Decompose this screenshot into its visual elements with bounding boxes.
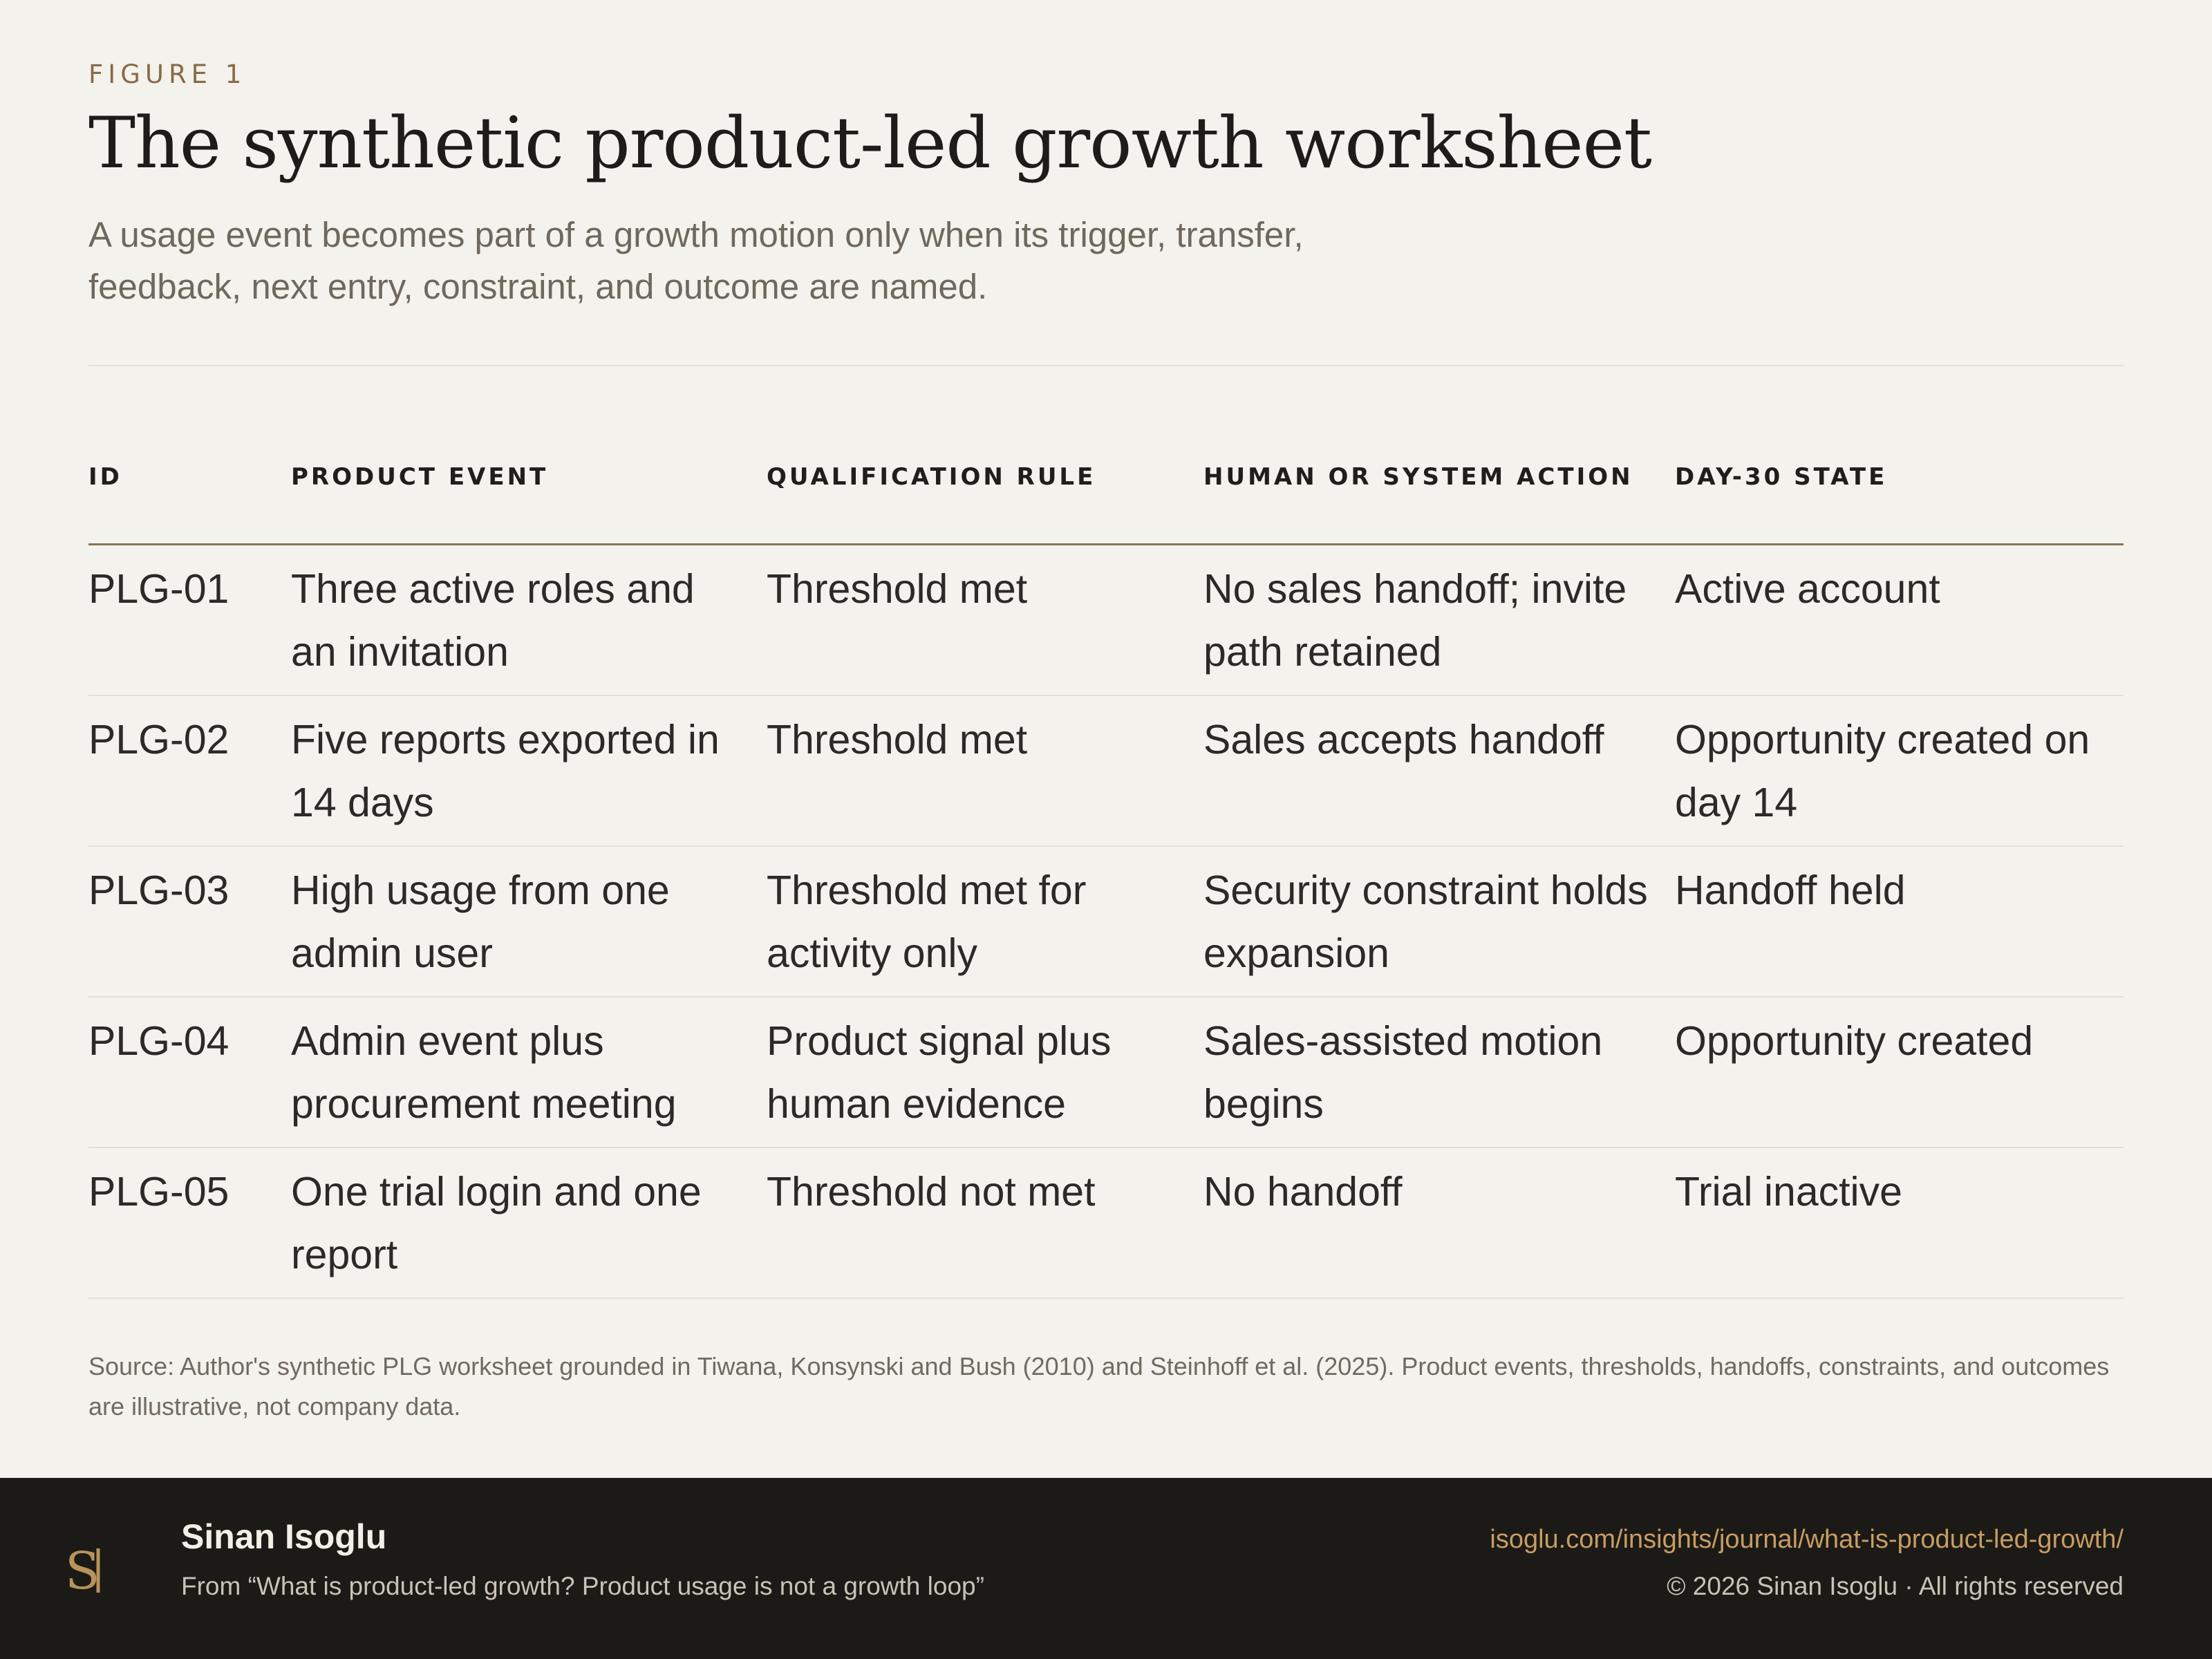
cell-day-30-state: Trial inactive [1675, 1147, 2124, 1298]
table-row [88, 545, 2124, 696]
column-header-day-30-state: DAY-30 STATE [1675, 442, 2124, 545]
article-link[interactable]: isoglu.com/insights/journal/what-is-product-led-growth/ [1490, 1525, 2124, 1554]
author-name: Sinan Isoglu [181, 1517, 387, 1556]
cell-product-event: Five reports exported in 14 days [291, 695, 767, 846]
cell-action: Sales-assisted motion begins [1203, 997, 1675, 1147]
cell-day-30-state: Opportunity created [1675, 997, 2124, 1147]
cell-qualification-rule: Threshold met for activity only [767, 846, 1203, 997]
divider [88, 365, 2124, 366]
article-reference: From “What is product-led growth? Product usage is not a growth loop” [181, 1572, 984, 1600]
cell-id: PLG-03 [88, 846, 291, 997]
cell-product-event: One trial login and one report [291, 1147, 767, 1298]
cell-action: No handoff [1203, 1147, 1675, 1298]
cell-action: Sales accepts handoff [1203, 695, 1675, 846]
table-row [88, 695, 2124, 846]
cell-qualification-rule: Threshold met [767, 695, 1203, 846]
table-row [88, 846, 2124, 997]
column-header-qualification-rule: QUALIFICATION RULE [767, 442, 1203, 545]
cell-action: Security constraint holds expansion [1203, 846, 1675, 997]
svg-text:S: S [65, 1541, 100, 1601]
logo-monogram [62, 1539, 118, 1601]
column-header-id: ID [88, 442, 291, 545]
cell-day-30-state: Active account [1675, 545, 2124, 696]
cell-id: PLG-04 [88, 997, 291, 1147]
cell-day-30-state: Opportunity created on day 14 [1675, 695, 2124, 846]
cell-product-event: High usage from one admin user [291, 846, 767, 997]
table-row [88, 997, 2124, 1147]
subtitle: A usage event becomes part of a growth motion only when its trigger, transfer, feedback, next entry, constraint, and outcome are named. [88, 215, 1304, 306]
cell-qualification-rule: Threshold met [767, 545, 1203, 696]
source-note: Source: Author's synthetic PLG worksheet grounded in Tiwana, Konsynski and Bush (2010) and Steinhoff et al. (2025). Product events, thresholds, handoffs, constraints, and outcomes are illustrative, not company data. [88, 1352, 2110, 1421]
cell-id: PLG-02 [88, 695, 291, 846]
monogram-icon [62, 1539, 118, 1601]
cell-qualification-rule: Threshold not met [767, 1147, 1203, 1298]
table-row [88, 1147, 2124, 1298]
table-header-row [88, 442, 2124, 545]
page-title: The synthetic product-led growth worksheet [88, 102, 1652, 185]
figure-label: FIGURE 1 [88, 59, 247, 89]
cell-id: PLG-05 [88, 1147, 291, 1298]
cell-product-event: Three active roles and an invitation [291, 545, 767, 696]
cell-qualification-rule: Product signal plus human evidence [767, 997, 1203, 1147]
copyright: © 2026 Sinan Isoglu · All rights reserved [1667, 1572, 2124, 1600]
footer [0, 1478, 2212, 1659]
column-header-action: HUMAN OR SYSTEM ACTION [1203, 442, 1675, 545]
worksheet-table [88, 442, 2124, 1299]
cell-id: PLG-01 [88, 545, 291, 696]
column-header-product-event: PRODUCT EVENT [291, 442, 767, 545]
cell-day-30-state: Handoff held [1675, 846, 2124, 997]
cell-product-event: Admin event plus procurement meeting [291, 997, 767, 1147]
cell-action: No sales handoff; invite path retained [1203, 545, 1675, 696]
